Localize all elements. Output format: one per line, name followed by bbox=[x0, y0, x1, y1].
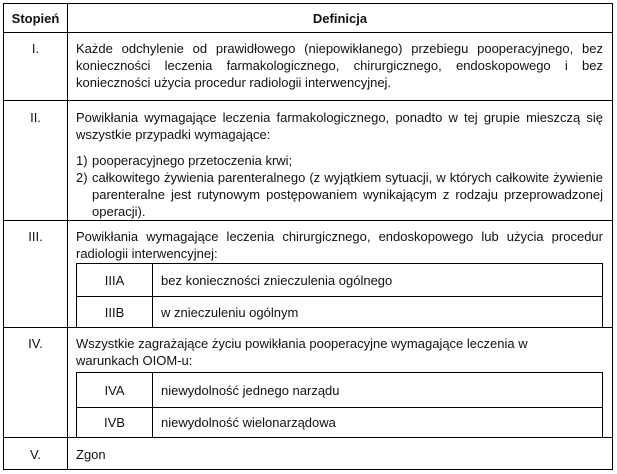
subgrade-row bbox=[77, 373, 602, 407]
grade-i: I. bbox=[31, 41, 40, 56]
row-divider bbox=[4, 220, 612, 221]
subgrade-label: IVA bbox=[77, 373, 153, 407]
subgrade-definition: niewydolność wielonarządowa bbox=[161, 415, 336, 430]
grade-iii: III. bbox=[28, 229, 43, 244]
definition-iv: Wszystkie zagrażające życiu powikłania pooperacyjne wymagające leczenia w warunkach OIOM-u: bbox=[76, 336, 528, 368]
subgrade-row bbox=[77, 296, 602, 327]
definition-i: Każde odchylenie od prawidłowego (niepowikłanego) przebiegu pooperacyjnego, bez konieczności leczenia farmakologicznego, chirurgicznego, endoskopowego i bez konieczności użycia procedur radiologii interwencyjnej. bbox=[76, 41, 603, 90]
list-item bbox=[76, 169, 603, 220]
list-item-text: pooperacyjnego przetoczenia krwi; bbox=[92, 153, 293, 168]
list-item bbox=[76, 152, 603, 169]
grade-v: V. bbox=[29, 447, 42, 462]
header-definition: Definicja bbox=[312, 11, 368, 26]
subgrade-row bbox=[77, 264, 602, 296]
subgrade-definition: niewydolność jednego narządu bbox=[161, 382, 340, 398]
subgrade-table-iii bbox=[76, 263, 603, 328]
subgrade-label: IVB bbox=[77, 408, 153, 437]
row-divider bbox=[4, 32, 612, 33]
list-item-number: 1) bbox=[76, 153, 88, 168]
grade-iv: IV. bbox=[28, 336, 43, 351]
definition-iii: Powikłania wymagające leczenia chirurgicznego, endoskopowego lub użycia procedur radiologii interwencyjnej: bbox=[76, 229, 603, 261]
grade-ii: II. bbox=[30, 110, 41, 125]
column-divider bbox=[67, 4, 68, 469]
subgrade-definition: w znieczuleniu ogólnym bbox=[161, 304, 299, 320]
list-item-text: całkowitego żywienia parenteralnego (z wyjątkiem sytuacji, w których całkowite żywienie parenteralne jest rutynowym postępowaniem wynikającym z rodzaju przeprowadzonej operacji). bbox=[92, 170, 603, 219]
definition-v: Zgon bbox=[76, 447, 106, 462]
subgrade-label: IIIB bbox=[77, 297, 153, 327]
clavien-dindo-table bbox=[3, 3, 613, 470]
row-divider bbox=[4, 100, 612, 101]
header-grade: Stopień bbox=[11, 11, 60, 26]
definition-ii bbox=[76, 109, 603, 220]
subgrade-row bbox=[77, 407, 602, 437]
subgrade-label: IIIA bbox=[77, 264, 153, 296]
subgrade-table-iv bbox=[76, 372, 603, 438]
list-item-number: 2) bbox=[76, 170, 88, 185]
definition-ii-intro: Powikłania wymagające leczenia farmakologicznego, ponadto w tej grupie mieszczą się wszystkie przypadki wymagające: bbox=[76, 110, 603, 142]
subgrade-definition: bez konieczności znieczulenia ogólnego bbox=[161, 272, 393, 288]
